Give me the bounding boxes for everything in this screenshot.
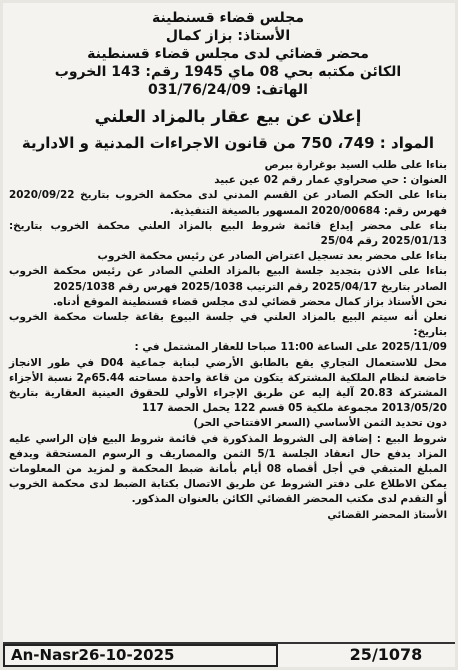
paragraph-sale-date: 2025/11/09 على الساعة 11:00 صباحا للعقار المشتمل في : [134, 341, 447, 354]
paragraph-price: دون تحديد الثمن الأساسي (السعر الافتتاحي الحر) [193, 417, 447, 430]
paragraph-announcement: نعلن أنه سيتم البيع بالمزاد العلني في جلسة البيوع بقاعة جلسات محكمة الخروب بتاريخ: [9, 311, 447, 339]
notice-subtitle: المواد : 749، 750 من قانون الاجراءات المدنية و الادارية [21, 134, 435, 152]
paragraph-deposit: بناء على محضر إيداع قائمة شروط البيع بالمزاد العلني محكمة الخروب بتاريخ: 2025/01/13 رقم 25/04 [9, 219, 447, 248]
reference-number: 25/1078 [349, 645, 423, 664]
paragraph-judgment: بناءا على الحكم الصادر عن القسم المدني لدى محكمة الخروب بتاريخ 2020/09/22 فهرس رقم: 2020/00684 المسهور بالصيغة التنفيذية. [9, 189, 447, 217]
publication-stamp: An-Nasr26-10-2025 [3, 644, 278, 667]
office-address: الكائن مكتبه بحي 08 ماي 1945 رقم: 143 الخروب [54, 64, 402, 80]
paragraph-objection: بناءا على محضر بعد تسجيل اعتراض الصادر عن رئيس محكمة الخروب [97, 250, 447, 263]
paragraph-property: محل للاستعمال التجاري يقع بالطابق الأرضي لبناية جماعية D04 في طور الانجاز خاضعة لنظام الملكية المشتركة يتكون من قاعة واحدة مساحته 65.44م2 نسبة الأجزاء المشتركة 20.83 آلية إليه عن طريق الإجراء الأولي للحقوق العينية العقارية بتاريخ 2013/05/20 مجموعة ملكية 05 قسم 122 يحمل الحصة 117 [9, 356, 448, 415]
paragraph-conditions: شروط البيع : إضافة إلى الشروط المذكورة في قائمة شروط البيع فإن الراسي عليه المزاد يدفع حال انعقاد الجلسة 5/1 الثمن والمصاريف و الرسوم المستحقة ويدفع المبلغ المتبقي في أجل أقصاه 08 أيام بأمانة ضبط المحكمة و لمزيد من المعلومات يمكن الاطلاع على دفتر الشروط عن طريق الاتصال بكتابة الضبط لدى محكمة الخروب أو التقدم لدى مكتب المحضر القضائي الكائن بالعنوان المذكور. [9, 432, 448, 506]
bailiff-title: محضر قضائي لدى مجلس قضاء قسنطينة [87, 46, 369, 62]
paragraph-requester: بناءا على طلب السيد بوغرارة ببرص [264, 159, 447, 171]
signature: الأستاذ المحضر القضائي [327, 509, 447, 521]
notice-body [9, 158, 447, 523]
paragraph-renewal: بناءا على الاذن بتجديد جلسة البيع بالمزاد العلني الصادر عن رئيس محكمة الخروب الصادر بتاريخ 2025/04/17 رقم الترتيب 2025/1038 فهرس رقم 2025/1038 [9, 265, 447, 293]
paragraph-bailiff: نحن الأستاذ بزاز كمال محضر قضائي لدى مجلس قضاء قسنطينة الموقع أدناه. [52, 295, 447, 308]
paragraph-address: العنوان : حي صحراوي عمار رقم 02 عين عبيد [214, 174, 447, 187]
notice-header [9, 9, 447, 99]
bailiff-name: الأستاذ: بزاز كمال [165, 28, 291, 44]
court-name: مجلس قضاء قسنطينة [151, 10, 305, 26]
office-phone: الهاتف: 031/76/24/09 [148, 82, 308, 98]
legal-notice [3, 3, 455, 667]
notice-title: إعلان عن بيع عقار بالمزاد العلني [94, 107, 362, 126]
publication-footer [3, 642, 455, 667]
